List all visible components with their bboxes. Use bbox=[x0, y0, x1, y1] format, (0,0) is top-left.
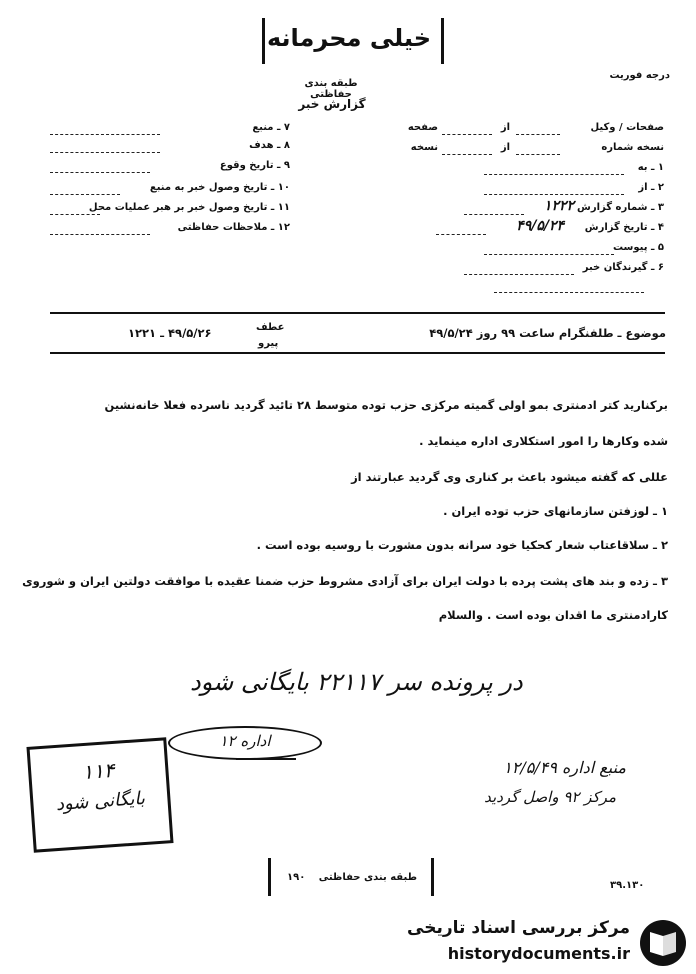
underline-stroke bbox=[236, 758, 296, 760]
dash-line bbox=[484, 174, 624, 175]
right-field-label: صفحات / وکیل bbox=[590, 122, 664, 133]
dash-line bbox=[50, 172, 150, 173]
left-field-label: ۱۲ ـ ملاحظات حفاظتی bbox=[177, 222, 290, 233]
ref-value: ۴۹/۵/۲۶ ـ ۱۲۲۱ bbox=[128, 326, 212, 340]
right-field-extra: نسخه bbox=[410, 142, 438, 153]
subject-line: موضوع ـ طلفنگرام ساعت ۹۹ روز ۴۹/۵/۲۴ bbox=[429, 326, 666, 340]
dash-line bbox=[516, 134, 560, 135]
classification-box bbox=[262, 18, 444, 64]
stamp-number: ۱۱۴ bbox=[81, 757, 116, 785]
dash-line bbox=[50, 214, 100, 215]
dash-line bbox=[50, 234, 150, 235]
right-field-label: ۲ ـ از bbox=[638, 182, 664, 193]
logo-url: historydocuments.ir bbox=[447, 944, 630, 963]
dash-line bbox=[50, 134, 160, 135]
oval-note: اداره ۱۲ bbox=[219, 732, 271, 750]
right-field-label: ۴ ـ تاریخ گزارش bbox=[584, 222, 664, 233]
handwritten-note: در پرونده سر ۲۲۱۱۷ بایگانی شود bbox=[190, 668, 523, 696]
body-line: ۲ ـ سلاقاعتاب شعار کحکیا خود سرانه بدون مشورت با روسیه بوده است . bbox=[256, 538, 668, 552]
left-field-label: ۸ ـ هدف bbox=[249, 140, 290, 151]
priority-label: درجه فوریت bbox=[609, 70, 670, 81]
classification-title: خیلی محرمانه bbox=[266, 24, 431, 52]
report-number-value: ۱۲۲۲ bbox=[543, 198, 574, 214]
body-line: عللی که گفته میشود باعث بر کناری وی گردید عبارتند از bbox=[351, 470, 668, 484]
logo-text: مرکز بررسی اسناد تاریخی bbox=[407, 918, 630, 938]
oval-annotation bbox=[168, 726, 322, 760]
body-line: برکنارید کتر ادمنتری بمو اولی گمیته مرکزی حزب توده متوسط ۲۸ تائید گردید ناسرده فعلا خانه‌نشین bbox=[104, 398, 668, 412]
ref-label: عطف bbox=[256, 322, 285, 333]
dash-line bbox=[484, 194, 624, 195]
handwritten-received-note: مرکز ۹۲ واصل گردید bbox=[484, 788, 616, 806]
report-date-value: ۴۹/۵/۲۴ bbox=[516, 218, 564, 234]
book-logo-icon bbox=[638, 918, 688, 968]
bottom-number: ۱۹۰ bbox=[287, 872, 306, 883]
right-field-extra: صفحه bbox=[407, 122, 438, 133]
dash-line bbox=[442, 154, 492, 155]
stamp-text: بایگانی شود bbox=[55, 787, 146, 816]
right-field-label: ۱ ـ به bbox=[637, 162, 664, 173]
right-field-label: ۳ ـ شماره گزارش bbox=[577, 202, 664, 213]
body-line: ۳ ـ زده و بند های پشت پرده با دولت ایران برای آزادی مشروط حزب ضمنا عقیده با موافقت دولتین ایران و شوروی bbox=[22, 574, 668, 588]
bottom-classification-box bbox=[268, 858, 434, 896]
dash-line bbox=[494, 292, 644, 293]
dash-line bbox=[464, 214, 524, 215]
dash-line bbox=[516, 154, 560, 155]
body-line: کارادمنتری ما اقدان بوده است . والسلام bbox=[438, 608, 668, 622]
classification-subline: طبقه بندی حفاظتی bbox=[304, 78, 358, 100]
left-field-label: ۹ ـ تاریخ وقوع bbox=[219, 160, 290, 171]
left-field-label: ۱۱ ـ تاریخ وصول خبر بر هبر عملیات محل bbox=[88, 202, 290, 213]
bottom-classification-label: طبقه بندی حفاظتی bbox=[318, 872, 417, 883]
body-line: شده وکارها را امور استکلاری اداره مینماید . bbox=[419, 434, 668, 448]
handwritten-date-note: منبع اداره ۱۲/۵/۴۹ bbox=[503, 758, 626, 777]
separator-line bbox=[50, 352, 665, 354]
dash-line bbox=[50, 152, 160, 153]
dash-line bbox=[50, 194, 120, 195]
ref-sub-label: پیرو bbox=[258, 338, 279, 349]
left-field-label: ۷ ـ منبع bbox=[252, 122, 290, 133]
right-field-label: ۵ ـ پیوست bbox=[612, 242, 664, 253]
report-title: گزارش خبر bbox=[298, 97, 366, 111]
right-field-value: از bbox=[500, 142, 510, 153]
right-field-label: نسخه شماره bbox=[601, 142, 664, 153]
right-field-label: ۶ ـ گیرندگان خبر bbox=[582, 262, 664, 273]
archive-logo bbox=[398, 912, 694, 972]
page-code: ۳۹.۱۳۰ bbox=[610, 880, 645, 891]
separator-line bbox=[50, 312, 665, 314]
dash-line bbox=[442, 134, 492, 135]
left-field-label: ۱۰ ـ تاریخ وصول خبر به منبع bbox=[149, 182, 290, 193]
body-line: ۱ ـ لوزفتن سازمانهای حزب توده ایران . bbox=[443, 504, 668, 518]
filing-stamp bbox=[26, 737, 173, 853]
dash-line bbox=[484, 254, 614, 255]
right-field-value: از bbox=[500, 122, 510, 133]
dash-line bbox=[436, 234, 486, 235]
dash-line bbox=[464, 274, 574, 275]
